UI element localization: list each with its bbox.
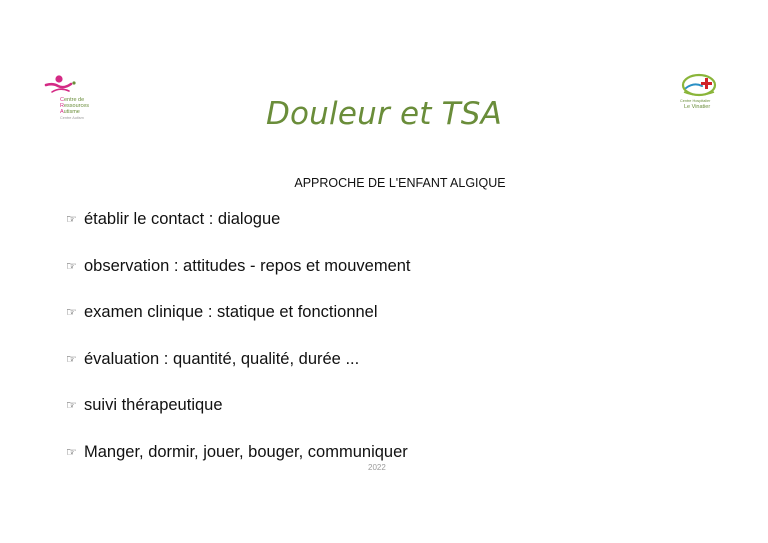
- bullet-text: examen clinique : statique et fonctionnel: [84, 303, 378, 322]
- bullet-text: observation : attitudes - repos et mouvement: [84, 256, 411, 275]
- pointing-hand-icon: ☞: [66, 305, 77, 320]
- bullet-text: évaluation : quantité, qualité, durée ...: [84, 349, 360, 368]
- hospital-logo-name: Le Vinatier: [684, 104, 711, 110]
- pointing-hand-icon: ☞: [66, 398, 77, 413]
- cra-logo-tagline: Centre Autism: [60, 116, 84, 120]
- list-item: [66, 442, 411, 489]
- list-item: [66, 349, 411, 396]
- footer-year: 2022: [368, 463, 386, 472]
- pointing-hand-icon: ☞: [66, 444, 77, 459]
- pointing-hand-icon: ☞: [66, 351, 77, 366]
- slide-title: Douleur et TSA: [265, 96, 503, 132]
- bullet-text: suivi thérapeutique: [84, 396, 223, 415]
- pointing-hand-icon: ☞: [66, 258, 77, 273]
- cra-logo-line-3: Autisme: [60, 109, 80, 115]
- list-item: [66, 395, 411, 442]
- hospital-logo-small-text: Centre Hospitalier: [680, 99, 711, 103]
- bullet-text: établir le contact : dialogue: [84, 210, 281, 228]
- bullet-text: Manger, dormir, jouer, bouger, communiquer: [84, 442, 408, 461]
- bullet-list: [66, 209, 411, 489]
- cra-logo-figure-icon: [44, 74, 84, 96]
- list-item: [66, 302, 411, 349]
- pointing-hand-icon: ☞: [66, 212, 77, 226]
- cra-logo-line-1: Centre de: [60, 97, 85, 103]
- slide-subtitle: APPROCHE DE L'ENFANT ALGIQUE: [294, 176, 506, 190]
- list-item: [66, 209, 411, 256]
- cra-logo-line-2: Ressources: [60, 103, 90, 109]
- list-item: [66, 256, 411, 303]
